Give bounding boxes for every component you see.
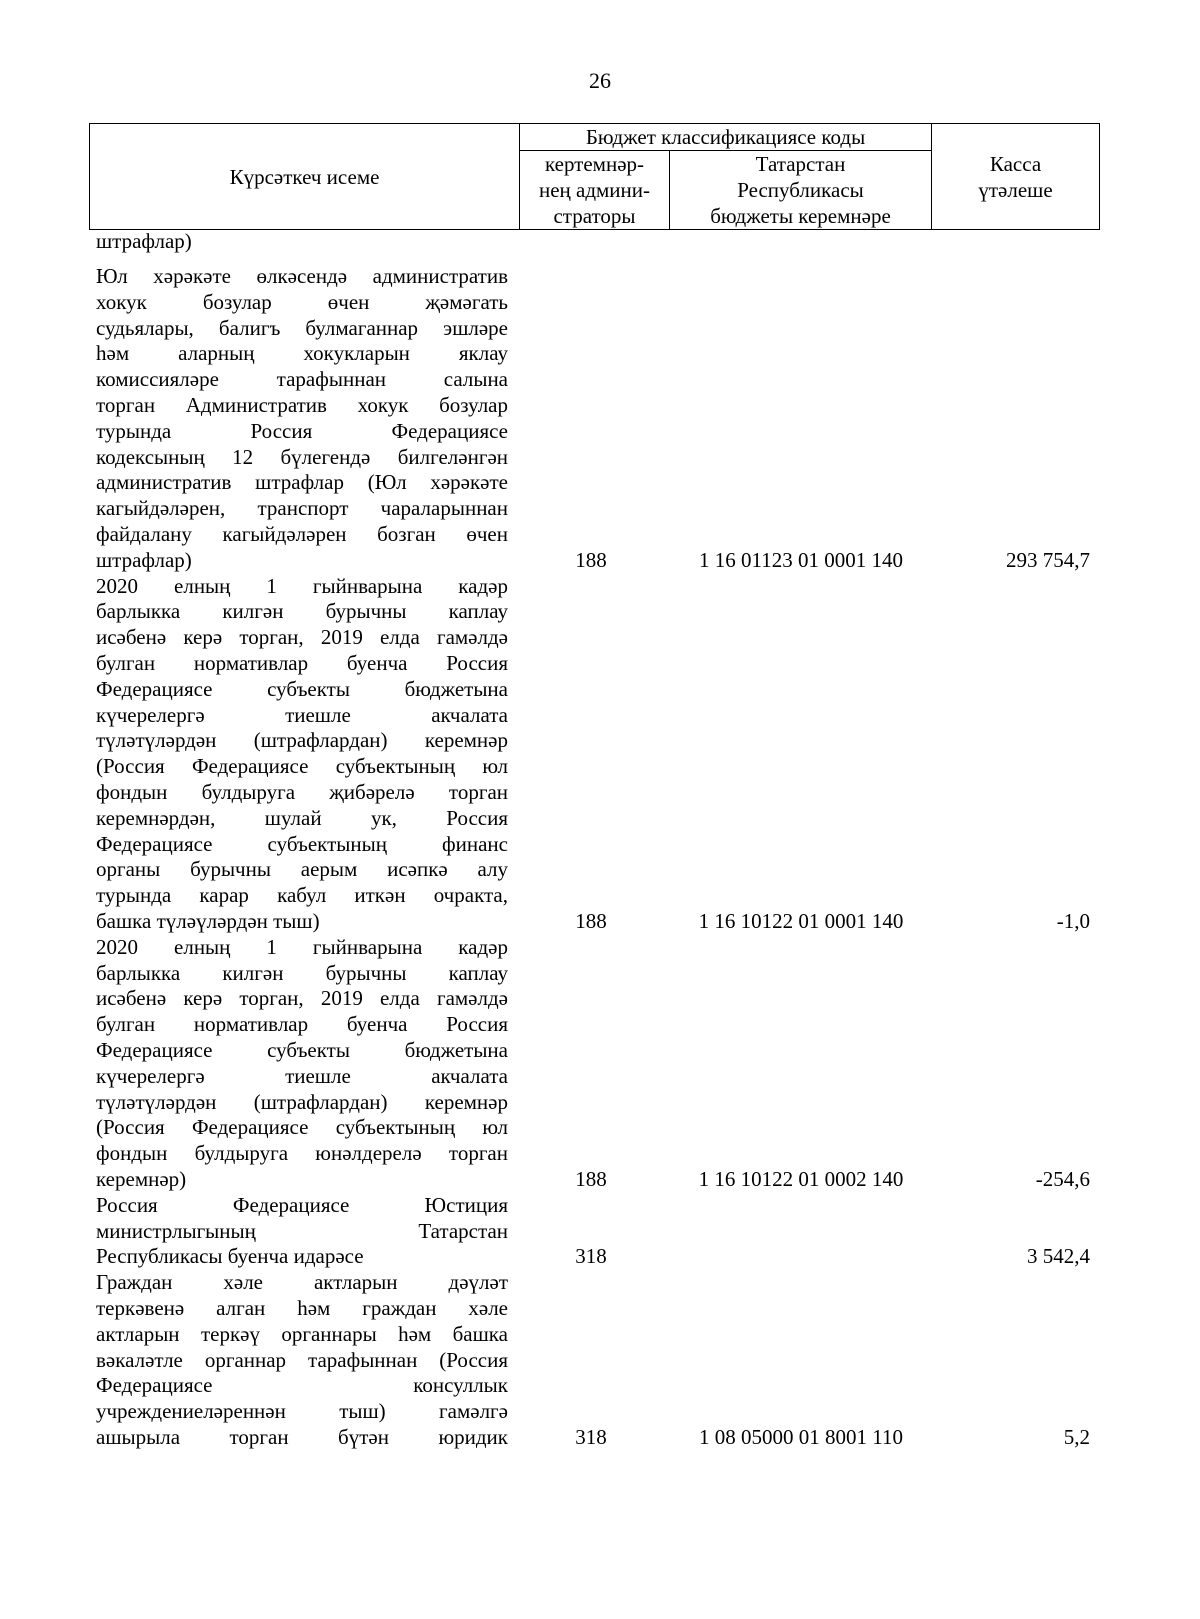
text-line: Федерациясе субъектының финанс — [96, 831, 508, 856]
text-line: штрафлар) — [96, 229, 192, 253]
row-indicator-text — [96, 1193, 508, 1270]
row-indicator-text — [96, 935, 508, 1193]
text-line: 2020 елның 1 гыйнварына кадәр — [96, 934, 508, 959]
text-line: Федерациясе субъекты бюджетына — [96, 676, 508, 701]
text-line: ашырыла торган бүтән юридик — [96, 1424, 508, 1449]
indicator-name-header: Күрсәткеч исеме — [90, 124, 520, 230]
text-line: күчерелергә тиешле акчалата — [96, 702, 508, 727]
text-line: (Россия Федерациясе субъектының юл — [96, 1115, 508, 1140]
text-line: судьялары, балигъ булмаганнар эшләре — [96, 315, 508, 340]
text-line: керемнәр) — [96, 1166, 187, 1191]
row-budget-code: 1 08 05000 01 8001 110 — [699, 1424, 903, 1449]
text-line: Граждан хәле актларын дәүләт — [96, 1270, 508, 1295]
text-line: түләтүләрдән (штрафлардан) керемнәр — [96, 728, 508, 753]
text-line: фондын булдыруга җибәрелә торган — [96, 779, 508, 804]
row-admin-code: 188 — [575, 908, 607, 933]
text-line: керемнәрдән, шулай ук, Россия — [96, 805, 508, 830]
admin-label: кертемнәр- нең админи- страторы — [538, 152, 651, 228]
row-cash-value: 293 754,7 — [1006, 547, 1090, 572]
row-cash-value: 3 542,4 — [1027, 1244, 1090, 1269]
text-line: турында Россия Федерациясе — [96, 418, 508, 443]
text-line: фондын булдыруга юнәлдерелә торган — [96, 1141, 508, 1166]
row-cash-value: -1,0 — [1056, 908, 1090, 933]
budget-codes-header: Бюджет классификациясе коды — [520, 124, 932, 151]
row-cash-value: 5,2 — [1063, 1424, 1090, 1449]
text-line: хокук бозулар өчен җәмәгать — [96, 289, 508, 314]
row-indicator-text — [96, 264, 508, 574]
text-line: торган Административ хокук бозулар — [96, 392, 508, 417]
text-line: күчерелергә тиешле акчалата — [96, 1063, 508, 1088]
row-budget-code: 1 16 10122 01 0002 140 — [698, 1166, 904, 1191]
text-line: булган нормативлар буенча Россия — [96, 650, 508, 675]
text-line: Федерациясе субъекты бюджетына — [96, 1037, 508, 1062]
row-indicator-text — [96, 229, 508, 255]
text-line: Юл хәрәкәте өлкәсендә административ — [96, 264, 508, 288]
text-line: түләтүләрдән (штрафлардан) керемнәр — [96, 1089, 508, 1114]
text-line: барлыкка килгән бурычны каплау — [96, 960, 508, 985]
text-line: комиссияләре тарафыннан салына — [96, 367, 508, 392]
row-indicator-text — [96, 1270, 508, 1451]
text-line: штрафлар) — [96, 547, 192, 572]
text-line: булган нормативлар буенча Россия — [96, 1012, 508, 1037]
text-line: Федерациясе консуллык — [96, 1373, 508, 1398]
cash-execution-header — [932, 124, 1100, 230]
table-header — [89, 123, 1100, 230]
page-number: 26 — [589, 68, 611, 93]
text-line: актларын теркәү органнары һәм башка — [96, 1321, 508, 1346]
row-admin-code: 318 — [575, 1244, 607, 1269]
text-line: учреждениеләреннән тыш) гамәлгә — [96, 1399, 508, 1424]
cash-execution-label: Касса үтәлеше — [978, 151, 1053, 202]
text-line: вәкаләтле органнар тарафыннан (Россия — [96, 1347, 508, 1372]
text-line: министрлыгының Татарстан — [96, 1218, 508, 1243]
text-line: исәбенә керә торган, 2019 елда гамәлдә — [96, 625, 508, 650]
text-line: барлыкка килгән бурычны каплау — [96, 599, 508, 624]
text-line: органы бурычны аерым исәпкә алу — [96, 857, 508, 882]
text-line: башка түләүләрдән тыш) — [96, 908, 320, 933]
row-admin-code: 188 — [575, 547, 607, 572]
admin-header — [520, 151, 670, 230]
row-admin-code: 318 — [575, 1424, 607, 1449]
text-line: Республикасы буенча идарәсе — [96, 1244, 364, 1269]
text-line: кодексының 12 бүлегендә билгеләнгән — [96, 444, 508, 469]
row-cash-value: -254,6 — [1035, 1166, 1090, 1191]
row-budget-code: 1 16 10122 01 0001 140 — [698, 908, 904, 933]
budget-revenue-label: Татарстан Республикасы бюджеты керемнәре — [710, 152, 891, 228]
text-line: (Россия Федерациясе субъектының юл — [96, 754, 508, 779]
row-indicator-text — [96, 574, 508, 935]
text-line: турында карар кабул иткән очракта, — [96, 883, 508, 908]
text-line: 2020 елның 1 гыйнварына кадәр — [96, 573, 508, 598]
text-line: кагыйдәләрен, транспорт чараларыннан — [96, 496, 508, 521]
text-line: исәбенә керә торган, 2019 елда гамәлдә — [96, 986, 508, 1011]
text-line: Россия Федерациясе Юстиция — [96, 1192, 508, 1217]
row-budget-code: 1 16 01123 01 0001 140 — [699, 547, 903, 572]
text-line: файдалану кагыйдәләрен бозган өчен — [96, 521, 508, 546]
text-line: һәм аларның хокукларын яклау — [96, 341, 508, 366]
text-line: административ штрафлар (Юл хәрәкәте — [96, 470, 508, 495]
budget-revenue-header — [670, 151, 932, 230]
row-admin-code: 188 — [575, 1166, 607, 1191]
text-line: теркәвенә алган һәм граждан хәле — [96, 1295, 508, 1320]
